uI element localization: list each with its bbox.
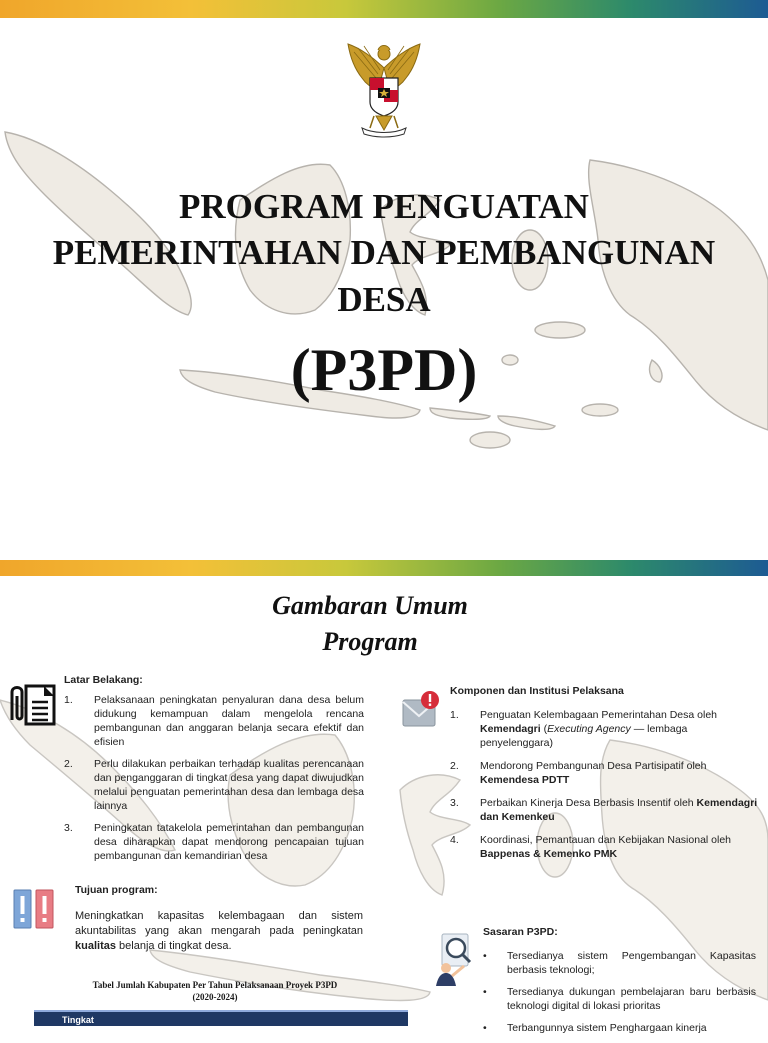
tujuan-section <box>75 883 363 954</box>
document-paperclip-icon <box>2 680 60 732</box>
title-line-2: PEMERINTAHAN DAN PEMBANGUNAN <box>52 233 716 272</box>
list-item: 2. Perlu dilakukan perbaikan terhadap kualitas perencanaan dan penganggaran di tingkat desa yang dapat diwujudkan melalui penguatan pemerintahan desa dan lembaga desa lainnya <box>64 758 364 812</box>
exclamation-tiles-icon <box>12 888 56 932</box>
list-item: 1. Pelaksanaan peningkatan penyaluran dana desa belum didukung kemampuan dalam mengelola rencana pembangunan dan anggaran belanja secara efektif dan efisien <box>64 694 364 748</box>
tujuan-label: Tujuan program: <box>75 884 158 896</box>
table-header-cell: Tingkat <box>62 1015 94 1025</box>
person-search-icon <box>432 928 480 988</box>
slide-heading <box>0 588 740 660</box>
latar-belakang-label: Latar Belakang: <box>64 674 143 686</box>
list-item: 3. Perbaikan Kinerja Desa Berbasis Insentif oleh Kemendagri dan Kemenkeu <box>450 797 758 823</box>
komponen-list <box>450 708 760 861</box>
list-item: 3. Peningkatan tatakelola pemerintahan dan pembangunan desa diharapkan dapat mendorong pencapaian tujuan pembangunan dan kemandirian desa <box>64 822 364 862</box>
latar-belakang-section <box>64 673 364 871</box>
table-title-line-1: Tabel Jumlah Kabupaten Per Tahun Pelaksanaan Proyek P3PD <box>92 980 338 990</box>
garuda-pancasila-emblem <box>340 38 428 140</box>
latar-belakang-list <box>64 693 364 863</box>
sasaran-label: Sasaran P3PD: <box>483 926 558 938</box>
komponen-label: Komponen dan Institusi Pelaksana <box>450 685 624 697</box>
list-item: 4. Koordinasi, Pemantauan dan Kebijakan Nasional oleh Bappenas & Kemenko PMK <box>450 834 732 860</box>
komponen-section <box>450 684 760 870</box>
heading-line-2: Program <box>322 627 418 656</box>
slide2-gradient-bar <box>0 560 768 576</box>
sasaran-list <box>483 949 756 1035</box>
top-gradient-bar <box>0 0 768 18</box>
list-item: • Terbangunnya sistem Penghargaan kinerja <box>483 1022 707 1034</box>
list-item: • Tersedianya sistem Pengembangan Kapasitas berbasis teknologi; <box>483 950 756 976</box>
title-line-1: PROGRAM PENGUATAN <box>179 187 589 226</box>
sasaran-section <box>483 925 756 1043</box>
overview-slide <box>0 560 768 1034</box>
title-acronym: (P3PD) <box>290 337 478 403</box>
heading-line-1: Gambaran Umum <box>272 591 468 620</box>
tujuan-text: Meningkatkan kapasitas kelembagaan dan sistem akuntabilitas yang akan mengarah pada peningkatan kualitas belanja di tingkat desa. <box>75 910 363 952</box>
list-item: 1. Penguatan Kelembagaan Pemerintahan Desa oleh Kemendagri (Executing Agency — lembaga penyelenggara) <box>450 709 718 749</box>
table-title-line-2: (2020-2024) <box>192 992 238 1002</box>
table-header-row <box>34 1010 408 1026</box>
table-title <box>60 979 370 1003</box>
list-item: 2. Mendorong Pembangunan Desa Partisipatif oleh Kemendesa PDTT <box>450 760 707 786</box>
list-item: • Tersedianya dukungan pembelajaran baru berbasis teknologi digital di lokasi prioritas <box>483 986 756 1012</box>
envelope-alert-icon <box>400 684 442 732</box>
title-line-3: DESA <box>337 280 431 319</box>
